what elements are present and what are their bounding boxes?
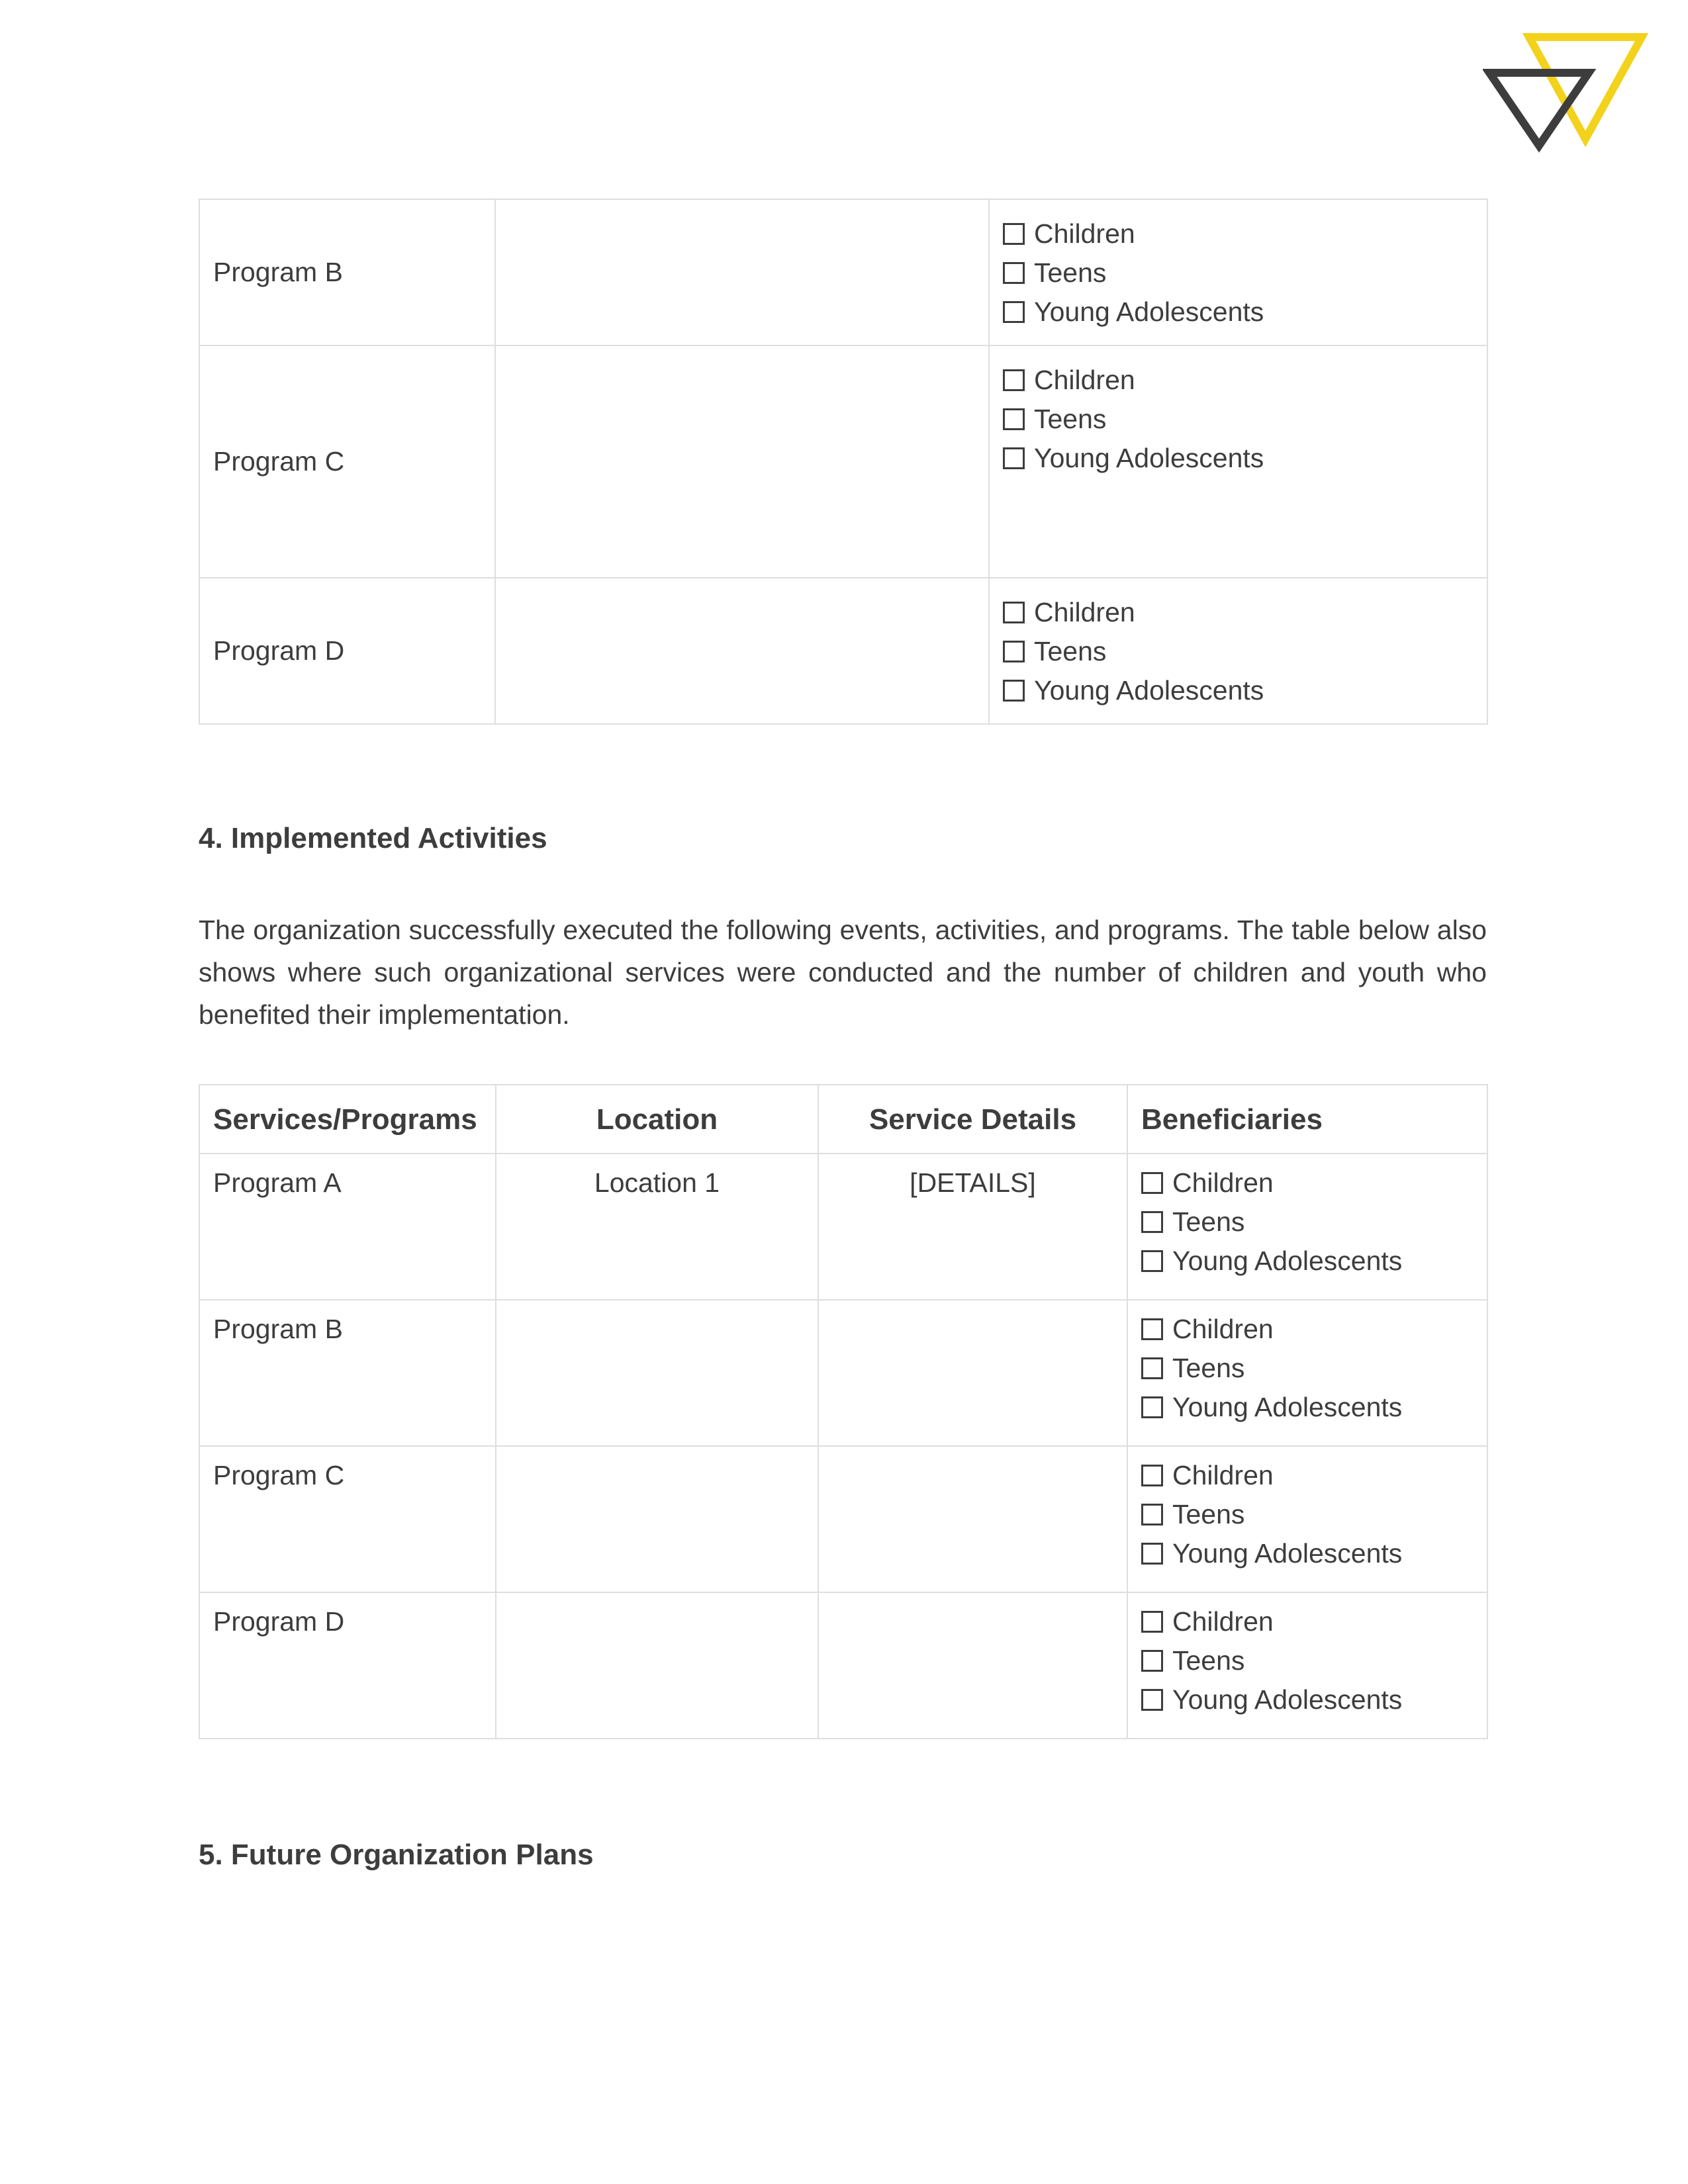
checkbox-icon[interactable] [1141, 1611, 1163, 1633]
column-header-beneficiaries: Beneficiaries [1127, 1085, 1487, 1154]
checkbox-icon[interactable] [1003, 680, 1025, 702]
program-name-cell: Program D [199, 578, 495, 724]
table-row [199, 1592, 1487, 1739]
checkbox-label: Teens [1172, 1353, 1245, 1383]
checkbox-teens[interactable] [1003, 253, 1474, 293]
location-cell[interactable] [496, 1300, 818, 1446]
column-header-location: Location [496, 1085, 818, 1154]
checkbox-young-adolescents[interactable] [1141, 1242, 1474, 1281]
checkbox-children[interactable] [1003, 593, 1474, 632]
section-4-paragraph: The organization successfully executed the following events, activities, and programs. The table below also shows where such organizational services were conducted and the number of children and youth who benefited their implementation. [199, 915, 1487, 1030]
checkbox-children[interactable] [1141, 1602, 1474, 1641]
checkbox-teens[interactable] [1141, 1349, 1474, 1388]
programs-table-continued [199, 199, 1488, 725]
table-row [199, 1154, 1487, 1300]
implemented-activities-table [199, 1084, 1488, 1739]
program-description-cell[interactable] [495, 345, 989, 578]
checkbox-children[interactable] [1003, 361, 1474, 400]
beneficiaries-cell [1127, 1446, 1487, 1592]
checkbox-teens[interactable] [1141, 1641, 1474, 1680]
column-header-service-details: Service Details [818, 1085, 1127, 1154]
checkbox-icon[interactable] [1003, 223, 1025, 245]
checkbox-icon[interactable] [1003, 301, 1025, 323]
service-details-cell[interactable] [818, 1446, 1127, 1592]
table-row [199, 1446, 1487, 1592]
checkbox-children[interactable] [1003, 214, 1474, 253]
checkbox-young-adolescents[interactable] [1141, 1680, 1474, 1719]
checkbox-young-adolescents[interactable] [1141, 1388, 1474, 1427]
program-name-cell: Program C [199, 1446, 496, 1592]
checkbox-children[interactable] [1141, 1163, 1474, 1203]
location-cell[interactable] [496, 1592, 818, 1739]
checkbox-label: Teens [1172, 1645, 1245, 1676]
checkbox-label: Young Adolescents [1034, 443, 1264, 473]
program-name-cell: Program C [199, 345, 495, 578]
service-details-cell[interactable]: [DETAILS] [818, 1154, 1127, 1300]
beneficiaries-checklist [1003, 361, 1474, 478]
checkbox-icon[interactable] [1141, 1689, 1163, 1711]
checkbox-label: Young Adolescents [1034, 675, 1264, 705]
program-description-cell[interactable] [495, 578, 989, 724]
checkbox-icon[interactable] [1003, 408, 1025, 430]
checkbox-teens[interactable] [1003, 400, 1474, 439]
triangles-logo-icon [1483, 26, 1668, 159]
checkbox-icon[interactable] [1141, 1465, 1163, 1486]
checkbox-icon[interactable] [1141, 1250, 1163, 1272]
checkbox-icon[interactable] [1141, 1650, 1163, 1672]
beneficiaries-checklist [1003, 214, 1474, 332]
beneficiaries-checklist [1003, 593, 1474, 710]
checkbox-label: Children [1172, 1606, 1274, 1637]
checkbox-label: Teens [1172, 1499, 1245, 1529]
checkbox-label: Teens [1034, 636, 1107, 666]
location-cell[interactable] [496, 1446, 818, 1592]
table-header-row [199, 1085, 1487, 1154]
checkbox-young-adolescents[interactable] [1003, 439, 1474, 478]
program-name-cell: Program D [199, 1592, 496, 1739]
checkbox-icon[interactable] [1003, 602, 1025, 623]
program-name-cell: Program A [199, 1154, 496, 1300]
beneficiaries-checklist [1141, 1602, 1474, 1719]
checkbox-label: Children [1034, 365, 1135, 395]
checkbox-young-adolescents[interactable] [1141, 1534, 1474, 1573]
program-description-cell[interactable] [495, 199, 989, 345]
beneficiaries-cell [1127, 1300, 1487, 1446]
checkbox-label: Teens [1034, 404, 1107, 434]
checkbox-icon[interactable] [1141, 1211, 1163, 1233]
checkbox-label: Teens [1172, 1206, 1245, 1237]
checkbox-young-adolescents[interactable] [1003, 671, 1474, 710]
section-5-heading: 5. Future Organization Plans [199, 1839, 594, 1871]
checkbox-label: Children [1172, 1167, 1274, 1198]
checkbox-children[interactable] [1141, 1456, 1474, 1495]
table-row [199, 199, 1487, 345]
checkbox-young-adolescents[interactable] [1003, 293, 1474, 332]
checkbox-label: Young Adolescents [1172, 1538, 1403, 1569]
program-name-cell: Program B [199, 199, 495, 345]
checkbox-children[interactable] [1141, 1310, 1474, 1349]
checkbox-label: Children [1172, 1460, 1274, 1490]
beneficiaries-cell [1127, 1154, 1487, 1300]
checkbox-icon[interactable] [1141, 1318, 1163, 1340]
checkbox-icon[interactable] [1141, 1543, 1163, 1565]
checkbox-label: Teens [1034, 257, 1107, 288]
table-row [199, 578, 1487, 724]
checkbox-label: Young Adolescents [1172, 1246, 1403, 1276]
checkbox-icon[interactable] [1141, 1357, 1163, 1379]
checkbox-teens[interactable] [1003, 632, 1474, 671]
checkbox-teens[interactable] [1141, 1203, 1474, 1242]
checkbox-label: Children [1034, 218, 1135, 249]
section-4-heading: 4. Implemented Activities [199, 822, 547, 854]
checkbox-icon[interactable] [1141, 1172, 1163, 1194]
beneficiaries-checklist [1141, 1163, 1474, 1281]
checkbox-icon[interactable] [1141, 1504, 1163, 1525]
checkbox-teens[interactable] [1141, 1495, 1474, 1534]
checkbox-label: Young Adolescents [1172, 1392, 1403, 1422]
beneficiaries-cell [989, 578, 1487, 724]
checkbox-label: Young Adolescents [1172, 1684, 1403, 1715]
beneficiaries-cell [989, 199, 1487, 345]
checkbox-icon[interactable] [1141, 1396, 1163, 1418]
checkbox-label: Children [1172, 1314, 1274, 1344]
checkbox-icon[interactable] [1003, 447, 1025, 469]
service-details-cell[interactable] [818, 1300, 1127, 1446]
program-name-cell: Program B [199, 1300, 496, 1446]
checkbox-icon[interactable] [1003, 369, 1025, 391]
checkbox-label: Young Adolescents [1034, 296, 1264, 327]
beneficiaries-cell [989, 345, 1487, 578]
checkbox-icon[interactable] [1003, 641, 1025, 662]
column-header-services: Services/Programs [199, 1085, 496, 1154]
location-cell[interactable]: Location 1 [496, 1154, 818, 1300]
table-row [199, 345, 1487, 578]
table-row [199, 1300, 1487, 1446]
beneficiaries-checklist [1141, 1456, 1474, 1573]
checkbox-icon[interactable] [1003, 262, 1025, 284]
checkbox-label: Children [1034, 597, 1135, 627]
beneficiaries-cell [1127, 1592, 1487, 1739]
beneficiaries-checklist [1141, 1310, 1474, 1427]
service-details-cell[interactable] [818, 1592, 1127, 1739]
